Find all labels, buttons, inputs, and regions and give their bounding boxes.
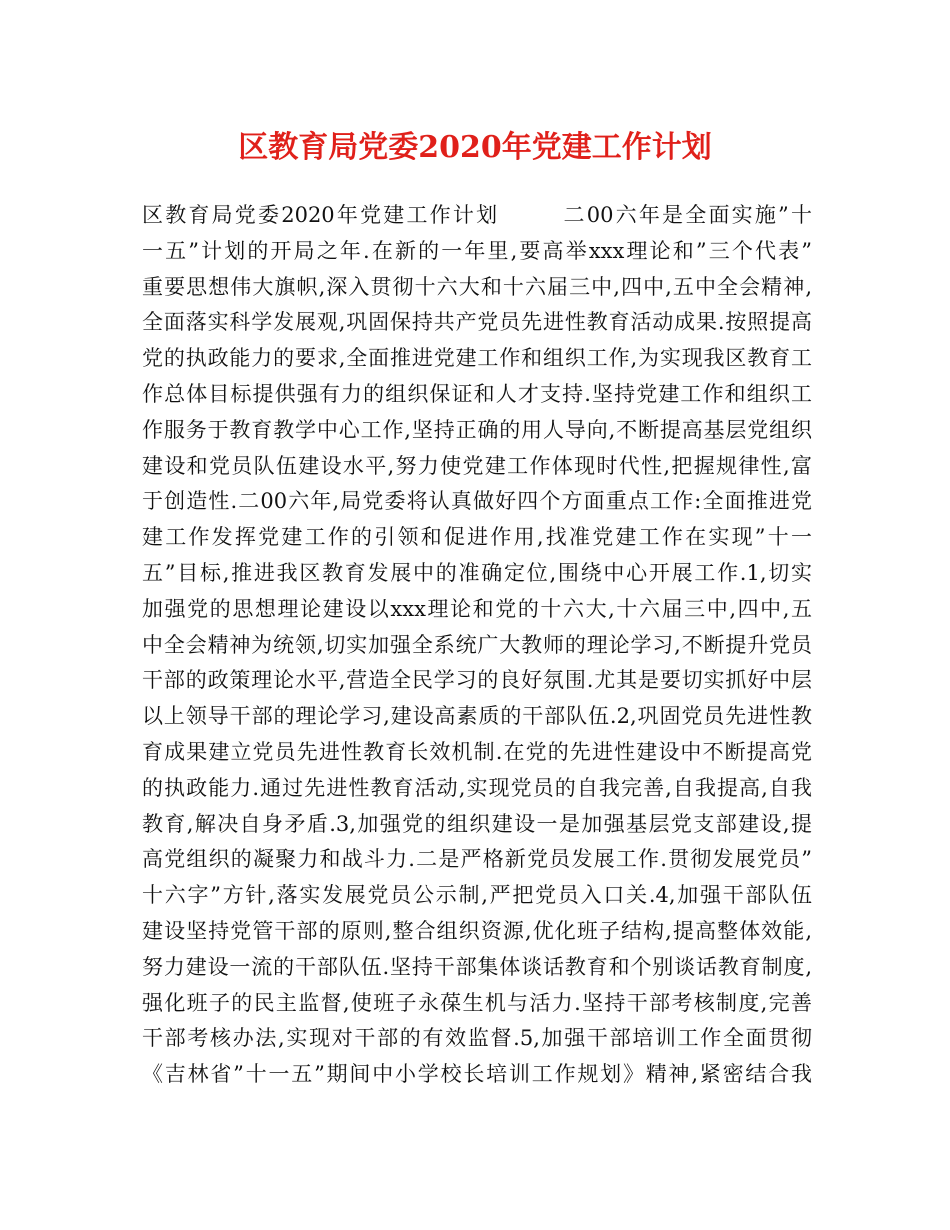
body-line-20: 十六字”方针,落实发展党员公示制,严把党员入口关.4,加强干部队伍 xyxy=(142,883,812,908)
body-line-13: 中全会精神为统领,切实加强全系统广大教师的理论学习,不断提升党员 xyxy=(142,632,812,657)
body-line-8: 建设和党员队伍建设水平,努力使党建工作体现时代性,把握规律性,富 xyxy=(142,453,812,478)
body-line-9: 于创造性.二00六年,局党委将认真做好四个方面重点工作:全面推进党 xyxy=(142,489,812,514)
body-line-15: 以上领导干部的理论学习,建设高素质的干部队伍.2,巩固党员先进性教 xyxy=(142,704,812,729)
body-line-1-tail: 二00六年是全面实施”十 xyxy=(561,203,812,227)
body-line-18: 教育,解决自身矛盾.3,加强党的组织建设一是加强基层党支部建设,提 xyxy=(142,811,812,836)
body-line-11: 五”目标,推进我区教育发展中的准确定位,围绕中心开展工作.1,切实 xyxy=(142,560,812,585)
document-body xyxy=(142,198,812,1093)
body-line-17: 的执政能力.通过先进性教育活动,实现党员的自我完善,自我提高,自我 xyxy=(142,775,812,800)
body-line-3: 重要思想伟大旗帜,深入贯彻十六大和十六届三中,四中,五中全会精神, xyxy=(142,274,812,299)
document-title: 区教育局党委2020年党建工作计划 xyxy=(238,130,712,165)
body-line-19: 高党组织的凝聚力和战斗力.二是严格新党员发展工作.贯彻发展党员” xyxy=(142,847,812,872)
body-line-21: 建设坚持党管干部的原则,整合组织资源,优化班子结构,提高整体效能, xyxy=(142,918,812,943)
body-line-1-head: 区教育局党委2020年党建工作计划 xyxy=(142,203,500,227)
body-line-4: 全面落实科学发展观,巩固保持共产党员先进性教育活动成果.按照提高 xyxy=(142,310,812,335)
body-line-23: 强化班子的民主监督,使班子永葆生机与活力.坚持干部考核制度,完善 xyxy=(142,990,812,1015)
body-line-2: 一五”计划的开局之年.在新的一年里,要高举xxx理论和”三个代表” xyxy=(142,238,812,263)
body-line-25: 《吉林省”十一五”期间中小学校长培训工作规划》精神,紧密结合我 xyxy=(142,1062,812,1087)
body-line-5: 党的执政能力的要求,全面推进党建工作和组织工作,为实现我区教育工 xyxy=(142,346,812,371)
body-line-12: 加强党的思想理论建设以xxx理论和党的十六大,十六届三中,四中,五 xyxy=(142,596,812,621)
body-line-24: 干部考核办法,实现对干部的有效监督.5,加强干部培训工作全面贯彻 xyxy=(142,1026,812,1051)
body-line-1 xyxy=(142,198,812,234)
body-line-16: 育成果建立党员先进性教育长效机制.在党的先进性建设中不断提高党 xyxy=(142,739,812,764)
body-line-6: 作总体目标提供强有力的组织保证和人才支持.坚持党建工作和组织工 xyxy=(142,381,812,406)
body-line-7: 作服务于教育教学中心工作,坚持正确的用人导向,不断提高基层党组织 xyxy=(142,417,812,442)
body-line-10: 建工作发挥党建工作的引领和促进作用,找准党建工作在实现”十一 xyxy=(142,525,812,550)
body-line-14: 干部的政策理论水平,营造全民学习的良好氛围.尤其是要切实抓好中层 xyxy=(142,668,812,693)
body-line-22: 努力建设一流的干部队伍.坚持干部集体谈话教育和个别谈话教育制度, xyxy=(142,954,812,979)
